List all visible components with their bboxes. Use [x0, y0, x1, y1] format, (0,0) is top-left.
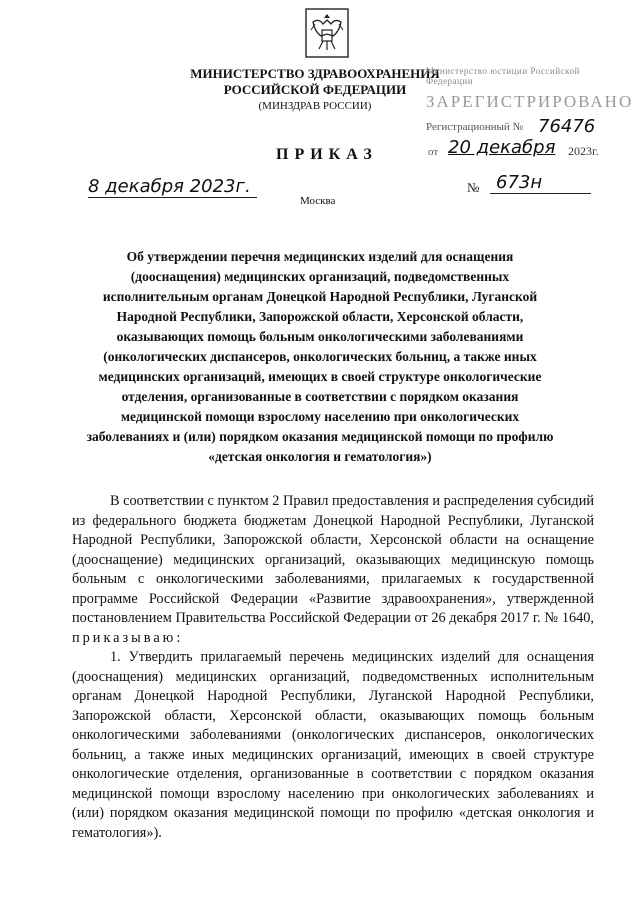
- stamp-date-prefix: от: [428, 146, 439, 158]
- preamble-text: В соответствии с пунктом 2 Правил предоставления и распределения субсидий из федерального бюджета бюджетам Донецкой Народной Республики, Луганской Народной Республики, Запорожской области, Херсонской области на оснащение (дооснащение) медицинских организаций, оказывающих медицинскую помощь больным с онкологическими заболеваниями, прилагаемых к государственной программе Российской Федерации «Развитие здравоохранения», утвержденной постановлением Правительства Российской Федерации от 26 декабря 2017 г. № 1640,: [72, 493, 594, 626]
- registration-stamp: [418, 64, 634, 174]
- order-word: приказываю:: [72, 629, 184, 646]
- stamp-date-year: 2023г.: [568, 144, 599, 158]
- stamp-registered: ЗАРЕГИСТРИРОВАНО: [426, 92, 634, 111]
- stamp-ministry-line: Министерство юстиции Российской Федерации: [426, 66, 580, 86]
- stamp-date-day: 20 декабря: [448, 137, 556, 158]
- order-title: ПРИКАЗ: [276, 146, 378, 163]
- ministry-short-name: (МИНЗДРАВ РОССИИ): [258, 100, 372, 112]
- coat-of-arms-emblem: [305, 8, 349, 58]
- order-city: Москва: [300, 195, 336, 207]
- order-number: 673н: [490, 172, 591, 194]
- ministry-name-line2: РОССИЙСКОЙ ФЕДЕРАЦИИ: [223, 82, 407, 97]
- ministry-header: [170, 66, 460, 114]
- preamble-paragraph: [72, 492, 594, 648]
- order-date: 8 декабря 2023г.: [88, 176, 257, 198]
- order-heading: Об утверждении перечня медицинских изделий для оснащения (дооснащения) медицинских организаций, подведомственных исполнительным органам Донецкой Народной Республики, Луганской Народной Республики, Запорожской области, Херсонской области, оказывающих помощь больным онкологическими заболеваниями (онкологических диспансеров, онкологических больниц, а также иных медицинских организаций, имеющих в своей структуре онкологические отделения, организованные в соответствии с порядком оказания медицинской помощи взрослому населению при онкологических заболеваниях и (или) порядком оказания медицинской помощи по профилю «детская онкология и гематология»): [86, 249, 554, 464]
- stamp-reg-label: Регистрационный №: [426, 121, 524, 133]
- order-number-label: №: [467, 180, 480, 195]
- ministry-name-line1: МИНИСТЕРСТВО ЗДРАВООХРАНЕНИЯ: [190, 66, 440, 81]
- clause-1-paragraph: 1. Утвердить прилагаемый перечень медицинских изделий для оснащения (дооснащения) медицинских организаций, подведомственных исполнительным органам Донецкой Народной Республики, Луганской Народной Республики, Запорожской области, Херсонской области, оказывающих помощь больным онкологическими заболеваниями (онкологических диспансеров, онкологических больниц, а также иных медицинских организаций, имеющих в своей структуре онкологические отделения, организованные в соответствии с порядком оказания медицинской помощи взрослому населению при онкологических заболеваниях и (или) порядком оказания медицинской помощи по профилю «детская онкология и гематология»).: [72, 649, 594, 841]
- order-body: [72, 492, 594, 843]
- stamp-reg-number: 76476: [538, 116, 596, 137]
